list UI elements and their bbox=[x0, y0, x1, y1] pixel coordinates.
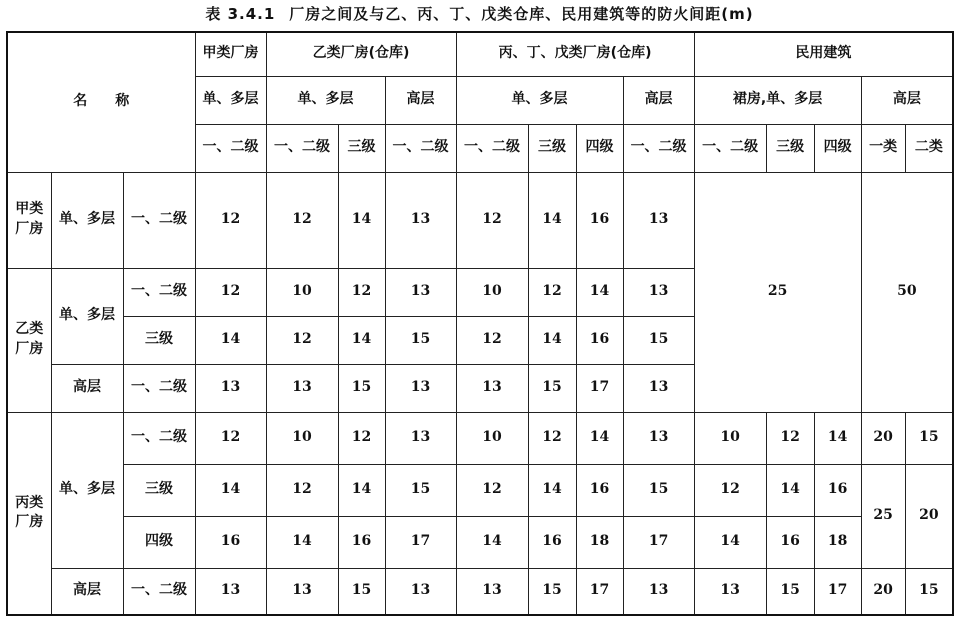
table-cell: 10 bbox=[694, 412, 766, 464]
table-cell-merged: 25 bbox=[861, 464, 905, 568]
fire-spacing-table bbox=[6, 31, 954, 616]
table-cell: 12 bbox=[266, 316, 338, 364]
table-cell: 16 bbox=[528, 516, 576, 568]
table-cell: 12 bbox=[694, 464, 766, 516]
table-cell: 13 bbox=[385, 268, 456, 316]
header-yi-single-multi: 单、多层 bbox=[266, 76, 385, 124]
header-jia: 甲类厂房 bbox=[195, 32, 266, 76]
table-cell: 12 bbox=[456, 172, 528, 268]
table-row bbox=[7, 412, 953, 464]
table-cell: 15 bbox=[338, 568, 385, 615]
table-cell: 17 bbox=[385, 516, 456, 568]
row-grade-label: 一、二级 bbox=[123, 364, 195, 412]
row-group-label: 甲类 厂房 bbox=[7, 172, 51, 268]
table-cell: 10 bbox=[456, 412, 528, 464]
table-cell: 13 bbox=[623, 268, 694, 316]
header-bing-single-multi: 单、多层 bbox=[456, 76, 623, 124]
row-height-label: 高层 bbox=[51, 364, 123, 412]
table-cell: 13 bbox=[385, 172, 456, 268]
header-yi: 乙类厂房(仓库) bbox=[266, 32, 456, 76]
table-cell: 12 bbox=[528, 412, 576, 464]
row-grade-label: 四级 bbox=[123, 516, 195, 568]
table-cell: 14 bbox=[528, 316, 576, 364]
table-cell: 13 bbox=[623, 412, 694, 464]
header-name: 名 称 bbox=[7, 32, 195, 172]
table-cell: 18 bbox=[576, 516, 623, 568]
table-cell: 15 bbox=[905, 412, 953, 464]
table-cell: 14 bbox=[694, 516, 766, 568]
table-row bbox=[7, 172, 953, 268]
table-cell: 17 bbox=[623, 516, 694, 568]
header-grade: 三级 bbox=[528, 124, 576, 172]
table-cell: 12 bbox=[528, 268, 576, 316]
table-cell: 12 bbox=[266, 172, 338, 268]
table-cell: 16 bbox=[814, 464, 861, 516]
table-cell: 15 bbox=[338, 364, 385, 412]
table-cell: 13 bbox=[195, 568, 266, 615]
header-yi-high: 高层 bbox=[385, 76, 456, 124]
table-cell: 13 bbox=[195, 364, 266, 412]
row-height-label: 单、多层 bbox=[51, 412, 123, 568]
row-grade-label: 三级 bbox=[123, 464, 195, 516]
table-cell: 14 bbox=[528, 172, 576, 268]
table-cell: 15 bbox=[623, 464, 694, 516]
row-grade-label: 三级 bbox=[123, 316, 195, 364]
table-cell: 14 bbox=[766, 464, 814, 516]
table-cell: 12 bbox=[195, 268, 266, 316]
row-grade-label: 一、二级 bbox=[123, 172, 195, 268]
table-cell: 13 bbox=[623, 364, 694, 412]
table-cell: 14 bbox=[528, 464, 576, 516]
row-height-label: 单、多层 bbox=[51, 172, 123, 268]
table-cell-merged: 20 bbox=[905, 464, 953, 568]
table-cell: 15 bbox=[528, 364, 576, 412]
table-cell: 14 bbox=[456, 516, 528, 568]
table-row bbox=[7, 516, 953, 568]
table-cell: 15 bbox=[385, 464, 456, 516]
table-cell: 15 bbox=[623, 316, 694, 364]
table-cell: 20 bbox=[861, 568, 905, 615]
header-grade: 一、二级 bbox=[694, 124, 766, 172]
table-cell: 17 bbox=[814, 568, 861, 615]
table-caption bbox=[0, 3, 959, 24]
table-cell: 12 bbox=[456, 464, 528, 516]
table-cell: 13 bbox=[385, 568, 456, 615]
table-cell: 13 bbox=[266, 364, 338, 412]
table-cell: 14 bbox=[576, 412, 623, 464]
table-cell-merged: 50 bbox=[861, 172, 953, 412]
table-cell: 16 bbox=[576, 316, 623, 364]
table-cell: 12 bbox=[338, 268, 385, 316]
table-cell: 17 bbox=[576, 568, 623, 615]
table-cell: 14 bbox=[338, 316, 385, 364]
table-cell: 13 bbox=[456, 568, 528, 615]
table-cell: 12 bbox=[338, 412, 385, 464]
table-cell: 16 bbox=[576, 172, 623, 268]
table-cell: 16 bbox=[576, 464, 623, 516]
table-cell: 10 bbox=[266, 268, 338, 316]
table-number: 表 3.4.1 bbox=[205, 5, 276, 23]
table-cell: 12 bbox=[195, 412, 266, 464]
header-civil: 民用建筑 bbox=[694, 32, 953, 76]
row-group-label: 乙类 厂房 bbox=[7, 268, 51, 412]
table-cell: 13 bbox=[623, 172, 694, 268]
table-cell: 15 bbox=[528, 568, 576, 615]
table-cell: 10 bbox=[456, 268, 528, 316]
table-cell-merged: 25 bbox=[694, 172, 861, 412]
header-grade: 四级 bbox=[576, 124, 623, 172]
row-grade-label: 一、二级 bbox=[123, 412, 195, 464]
header-grade: 一、二级 bbox=[195, 124, 266, 172]
table-cell: 14 bbox=[338, 172, 385, 268]
table-row bbox=[7, 568, 953, 615]
table-cell: 13 bbox=[385, 412, 456, 464]
header-civil-podium: 裙房,单、多层 bbox=[694, 76, 861, 124]
table-cell: 14 bbox=[195, 464, 266, 516]
table-cell: 14 bbox=[814, 412, 861, 464]
table-cell: 15 bbox=[766, 568, 814, 615]
table-cell: 20 bbox=[861, 412, 905, 464]
table-cell: 13 bbox=[266, 568, 338, 615]
header-jia-single-multi: 单、多层 bbox=[195, 76, 266, 124]
table-row bbox=[7, 464, 953, 516]
table-cell: 13 bbox=[385, 364, 456, 412]
header-grade: 三级 bbox=[338, 124, 385, 172]
row-height-label: 单、多层 bbox=[51, 268, 123, 364]
table-title: 厂房之间及与乙、丙、丁、戊类仓库、民用建筑等的防火间距(m) bbox=[289, 5, 754, 23]
header-row-1 bbox=[7, 32, 953, 76]
header-grade: 一、二级 bbox=[623, 124, 694, 172]
table-cell: 12 bbox=[195, 172, 266, 268]
header-grade: 三级 bbox=[766, 124, 814, 172]
row-grade-label: 一、二级 bbox=[123, 268, 195, 316]
row-height-label: 高层 bbox=[51, 568, 123, 615]
header-grade: 一、二级 bbox=[456, 124, 528, 172]
header-class: 二类 bbox=[905, 124, 953, 172]
table-cell: 14 bbox=[195, 316, 266, 364]
row-grade-label: 一、二级 bbox=[123, 568, 195, 615]
table-cell: 13 bbox=[623, 568, 694, 615]
table-cell: 18 bbox=[814, 516, 861, 568]
header-class: 一类 bbox=[861, 124, 905, 172]
table-cell: 10 bbox=[266, 412, 338, 464]
table-cell: 17 bbox=[576, 364, 623, 412]
table-cell: 15 bbox=[905, 568, 953, 615]
header-civil-high: 高层 bbox=[861, 76, 953, 124]
header-grade: 四级 bbox=[814, 124, 861, 172]
header-bing-high: 高层 bbox=[623, 76, 694, 124]
table-cell: 16 bbox=[766, 516, 814, 568]
table-cell: 12 bbox=[456, 316, 528, 364]
header-grade: 一、二级 bbox=[266, 124, 338, 172]
table-cell: 13 bbox=[694, 568, 766, 615]
table-cell: 13 bbox=[456, 364, 528, 412]
table-cell: 12 bbox=[266, 464, 338, 516]
table-cell: 14 bbox=[266, 516, 338, 568]
table-cell: 15 bbox=[385, 316, 456, 364]
table-cell: 16 bbox=[195, 516, 266, 568]
header-grade: 一、二级 bbox=[385, 124, 456, 172]
table-cell: 14 bbox=[576, 268, 623, 316]
table-cell: 16 bbox=[338, 516, 385, 568]
header-bing: 丙、丁、戊类厂房(仓库) bbox=[456, 32, 694, 76]
row-group-label: 丙类 厂房 bbox=[7, 412, 51, 615]
table-cell: 14 bbox=[338, 464, 385, 516]
table-cell: 12 bbox=[766, 412, 814, 464]
